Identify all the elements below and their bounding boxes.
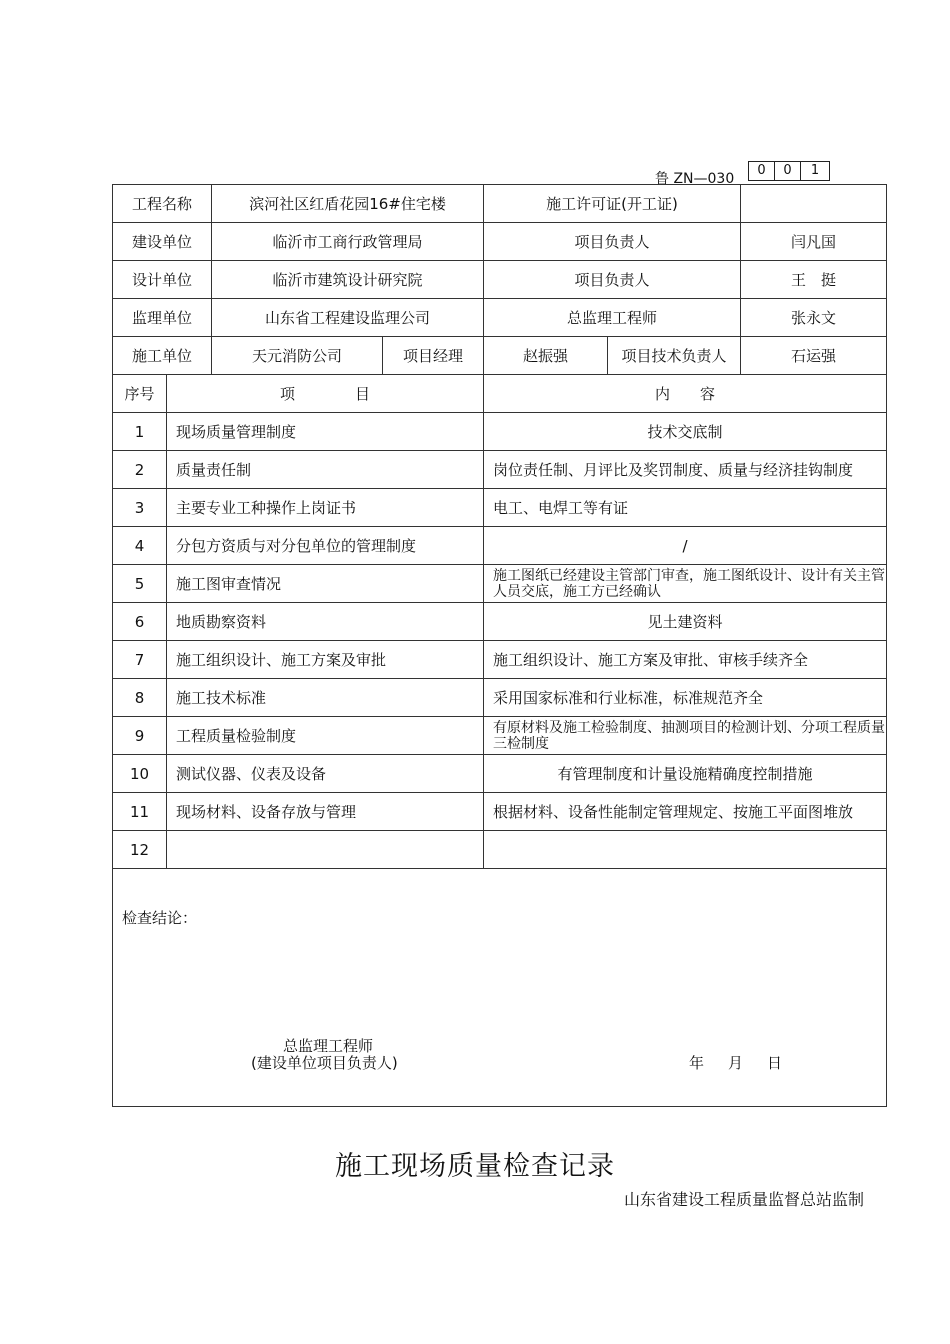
document-code: 鲁 ZN—030 (655, 171, 735, 187)
item-content: 有原材料及施工检验制度、抽测项目的检测计划、分项工程质量三检制度 (484, 717, 887, 755)
table-row (113, 565, 887, 603)
contractor-unit: 天元消防公司 (212, 337, 383, 375)
table-row (113, 185, 887, 223)
item-no: 7 (113, 641, 167, 679)
item-name: 分包方资质与对分包单位的管理制度 (167, 527, 484, 565)
permit-label: 施工许可证(开工证) (484, 185, 741, 223)
owner-unit: 临沂市工商行政管理局 (212, 223, 484, 261)
table-row (113, 793, 887, 831)
day-label: 日 (767, 1054, 785, 1072)
item-content: 根据材料、设备性能制定管理规定、按施工平面图堆放 (484, 793, 887, 831)
supervisor-unit: 山东省工程建设监理公司 (212, 299, 484, 337)
table-row (113, 679, 887, 717)
owner-pm: 闫凡国 (741, 223, 887, 261)
conclusion-label: 检查结论： (122, 909, 198, 927)
item-no: 4 (113, 527, 167, 565)
item-header: 项 目 (167, 375, 484, 413)
item-no: 6 (113, 603, 167, 641)
serial-digit: 0 (748, 161, 774, 181)
table-row (113, 717, 887, 755)
item-content: 电工、电焊工等有证 (484, 489, 887, 527)
table-row (113, 337, 887, 375)
table-row (113, 299, 887, 337)
item-name: 施工技术标准 (167, 679, 484, 717)
item-content: 施工图纸已经建设主管部门审查，施工图纸设计、设计有关主管人员交底，施工方已经确认 (484, 565, 887, 603)
item-no: 1 (113, 413, 167, 451)
no-header: 序号 (113, 375, 167, 413)
item-content: 见土建资料 (484, 603, 887, 641)
item-content: 岗位责任制、月评比及奖罚制度、质量与经济挂钩制度 (484, 451, 887, 489)
project-name: 滨河社区红盾花园16#住宅楼 (212, 185, 484, 223)
item-no: 9 (113, 717, 167, 755)
item-no: 11 (113, 793, 167, 831)
item-no: 8 (113, 679, 167, 717)
item-content: 有管理制度和计量设施精确度控制措施 (484, 755, 887, 793)
chief-engineer: 张永文 (741, 299, 887, 337)
table-row (113, 527, 887, 565)
table-row (113, 261, 887, 299)
conclusion-cell (113, 869, 887, 1107)
item-name: 质量责任制 (167, 451, 484, 489)
table-row (113, 489, 887, 527)
project-name-label: 工程名称 (113, 185, 212, 223)
permit-value (741, 185, 887, 223)
table-row (113, 755, 887, 793)
table-row (113, 641, 887, 679)
issuer-footer: 山东省建设工程质量监督总站监制 (623, 1190, 864, 1209)
table-row (113, 413, 887, 451)
serial-number-boxes (748, 161, 830, 181)
item-name: 主要专业工种操作上岗证书 (167, 489, 484, 527)
inspection-table (112, 184, 887, 1107)
item-name: 现场材料、设备存放与管理 (167, 793, 484, 831)
document-title: 施工现场质量检查记录 (335, 1151, 615, 1182)
design-pm-label: 项目负责人 (484, 261, 741, 299)
table-row (113, 451, 887, 489)
sign-date (689, 1052, 806, 1073)
item-no: 10 (113, 755, 167, 793)
chief-engineer-label: 总监理工程师 (484, 299, 741, 337)
item-content: / (484, 527, 887, 565)
items-header-row (113, 375, 887, 413)
project-manager: 赵振强 (484, 337, 608, 375)
item-name: 工程质量检验制度 (167, 717, 484, 755)
owner-label: 建设单位 (113, 223, 212, 261)
item-content: 采用国家标准和行业标准，标准规范齐全 (484, 679, 887, 717)
item-name: 施工组织设计、施工方案及审批 (167, 641, 484, 679)
conclusion-row (113, 869, 887, 1107)
item-name: 测试仪器、仪表及设备 (167, 755, 484, 793)
owner-pm-label: 项目负责人 (484, 223, 741, 261)
project-manager-label: 项目经理 (383, 337, 484, 375)
table-row (113, 223, 887, 261)
tech-lead: 石运强 (741, 337, 887, 375)
signer-subtitle: (建设单位项目负责人) (251, 1054, 398, 1072)
item-no: 2 (113, 451, 167, 489)
serial-digit: 0 (774, 161, 800, 181)
table-row (113, 603, 887, 641)
design-unit: 临沂市建筑设计研究院 (212, 261, 484, 299)
item-content: 技术交底制 (484, 413, 887, 451)
item-name: 现场质量管理制度 (167, 413, 484, 451)
year-label: 年 (689, 1054, 707, 1072)
signer-title: 总监理工程师 (283, 1037, 374, 1055)
item-content (484, 831, 887, 869)
item-no: 12 (113, 831, 167, 869)
item-name: 施工图审查情况 (167, 565, 484, 603)
tech-lead-label: 项目技术负责人 (608, 337, 741, 375)
item-no: 5 (113, 565, 167, 603)
content-header: 内 容 (484, 375, 887, 413)
item-content: 施工组织设计、施工方案及审批、审核手续齐全 (484, 641, 887, 679)
contractor-label: 施工单位 (113, 337, 212, 375)
design-label: 设计单位 (113, 261, 212, 299)
month-label: 月 (728, 1054, 746, 1072)
design-pm: 王 挺 (741, 261, 887, 299)
serial-digit: 1 (800, 161, 830, 181)
supervisor-label: 监理单位 (113, 299, 212, 337)
item-name (167, 831, 484, 869)
item-no: 3 (113, 489, 167, 527)
item-name: 地质勘察资料 (167, 603, 484, 641)
table-row (113, 831, 887, 869)
